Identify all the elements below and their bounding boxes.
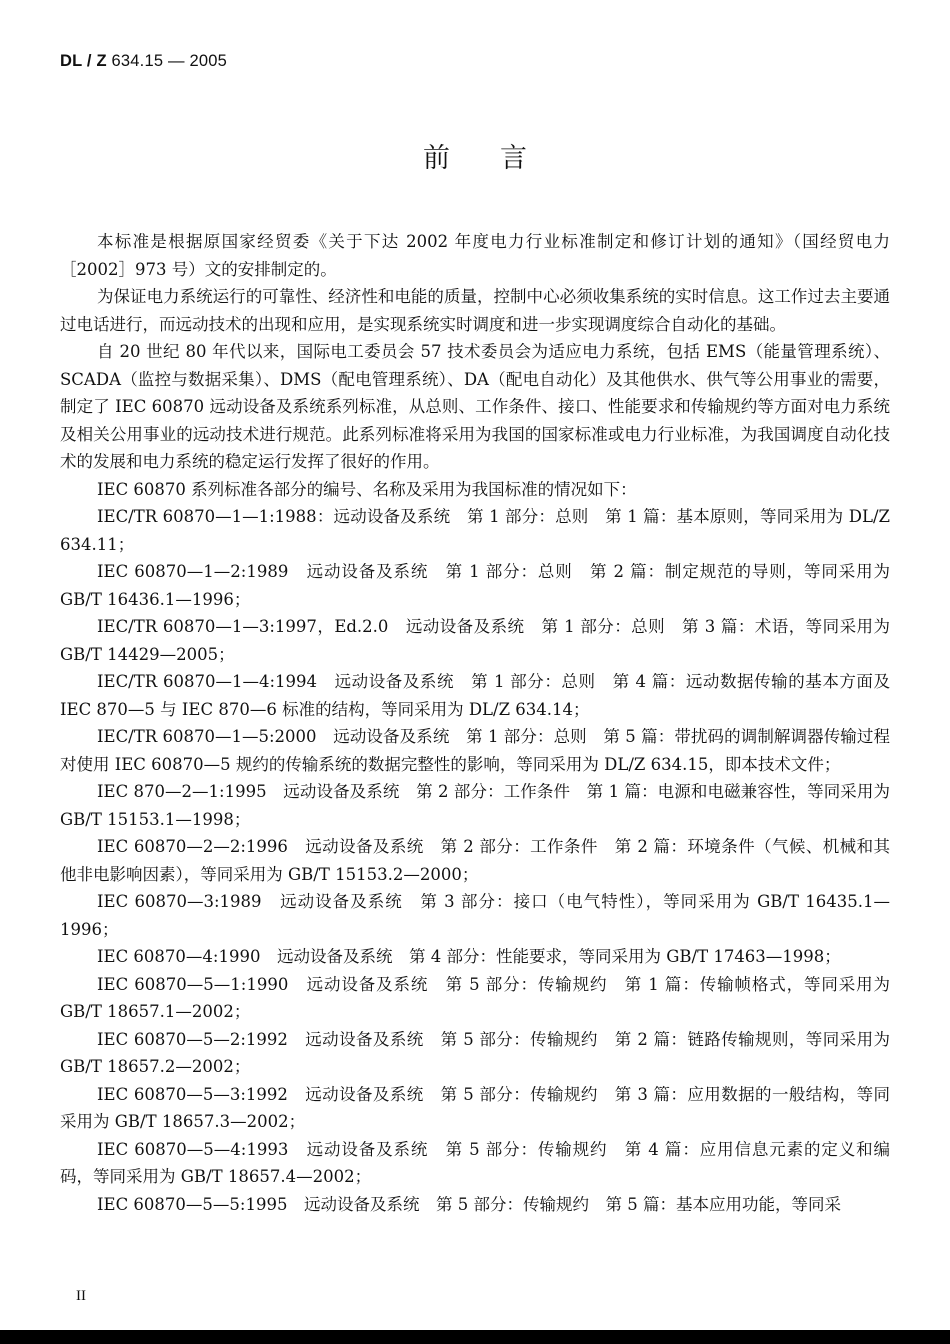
paragraph: IEC 60870—5—4:1993 远动设备及系统 第 5 部分：传输规约 第 4 篇：应用信息元素的定义和编码，等同采用为 GB/T 18657.4—2002； [60,1139,890,1186]
paragraph: IEC/TR 60870—1—4:1994 远动设备及系统 第 1 部分：总则 第 4 篇：远动数据传输的基本方面及 IEC 870—5 与 IEC 870—6 标准的结构，等同采用为 DL/Z 634.14； [60,672,890,719]
paragraph: IEC/TR 60870—1—1:1988：远动设备及系统 第 1 部分：总则 第 1 篇：基本原则，等同采用为 DL/Z 634.11； [60,507,890,554]
foreword-body [60,228,890,1218]
paragraph: 本标准是根据原国家经贸委《关于下达 2002 年度电力行业标准制定和修订计划的通知》（国经贸电力［2002］973 号）文的安排制定的。 [60,232,890,279]
paragraph: 为保证电力系统运行的可靠性、经济性和电能的质量，控制中心必须收集系统的实时信息。这工作过去主要通过电话进行，而远动技术的出现和应用，是实现系统实时调度和进一步实现调度综合自动化的基础。 [60,287,890,334]
page-number: II [76,1288,86,1304]
paragraph: IEC 60870—1—2:1989 远动设备及系统 第 1 部分：总则 第 2 篇：制定规范的导则，等同采用为 GB/T 16436.1—1996； [60,562,890,609]
document-code-number: 634.15 — 2005 [111,52,227,70]
paragraph: 自 20 世纪 80 年代以来，国际电工委员会 57 技术委员会为适应电力系统，包括 EMS（能量管理系统）、SCADA（监控与数据采集）、DMS（配电管理系统）、DA（配电自动化）及其他供水、供气等公用事业的需要，制定了 IEC 60870 远动设备及系统系列标准，从总则、工作条件、接口、性能要求和传输规约等方面对电力系统及相关公用事业的远动技术进行规范。此系列标准将采用为我国的国家标准或电力行业标准，为我国调度自动化技术的发展和电力系统的稳定运行发挥了很好的作用。 [60,342,890,471]
paragraph: IEC 60870—3:1989 远动设备及系统 第 3 部分：接口（电气特性），等同采用为 GB/T 16435.1—1996； [60,892,890,939]
page-title: 前言 [423,143,577,174]
paragraph: IEC 60870 系列标准各部分的编号、名称及采用为我国标准的情况如下： [97,479,637,499]
paragraph: IEC 60870—4:1990 远动设备及系统 第 4 部分：性能要求，等同采用为 GB/T 17463—1998； [97,947,841,966]
paragraph: IEC 60870—2—2:1996 远动设备及系统 第 2 部分：工作条件 第 2 篇：环境条件（气候、机械和其他非电影响因素），等同采用为 GB/T 15153.2—2000； [60,837,890,884]
paragraph: IEC/TR 60870—1—5:2000 远动设备及系统 第 1 部分：总则 第 5 篇：带扰码的调制解调器传输过程对使用 IEC 60870—5 规约的传输系统的数据完整性的影响，等同采用为 DL/Z 634.15，即本技术文件； [60,727,890,774]
paragraph: IEC/TR 60870—1—3:1997，Ed.2.0 远动设备及系统 第 1 部分：总则 第 3 篇：术语，等同采用为 GB/T 14429—2005； [60,617,890,664]
paragraph: IEC 60870—5—1:1990 远动设备及系统 第 5 部分：传输规约 第 1 篇：传输帧格式，等同采用为 GB/T 18657.1—2002； [60,974,890,1021]
paragraph: IEC 60870—5—3:1992 远动设备及系统 第 5 部分：传输规约 第 3 篇：应用数据的一般结构，等同采用为 GB/T 18657.3—2002； [60,1084,890,1131]
paragraph: IEC 870—2—1:1995 远动设备及系统 第 2 部分：工作条件 第 1 篇：电源和电磁兼容性，等同采用为 GB/T 15153.1—1998； [60,782,890,829]
paragraph: IEC 60870—5—5:1995 远动设备及系统 第 5 部分：传输规约 第 5 篇：基本应用功能，等同采 [97,1194,841,1214]
page-bottom-border [0,1330,950,1344]
document-code-prefix: DL / Z [60,52,107,70]
paragraph: IEC 60870—5—2:1992 远动设备及系统 第 5 部分：传输规约 第 2 篇：链路传输规则，等同采用为 GB/T 18657.2—2002； [60,1029,890,1076]
document-code [60,52,227,71]
